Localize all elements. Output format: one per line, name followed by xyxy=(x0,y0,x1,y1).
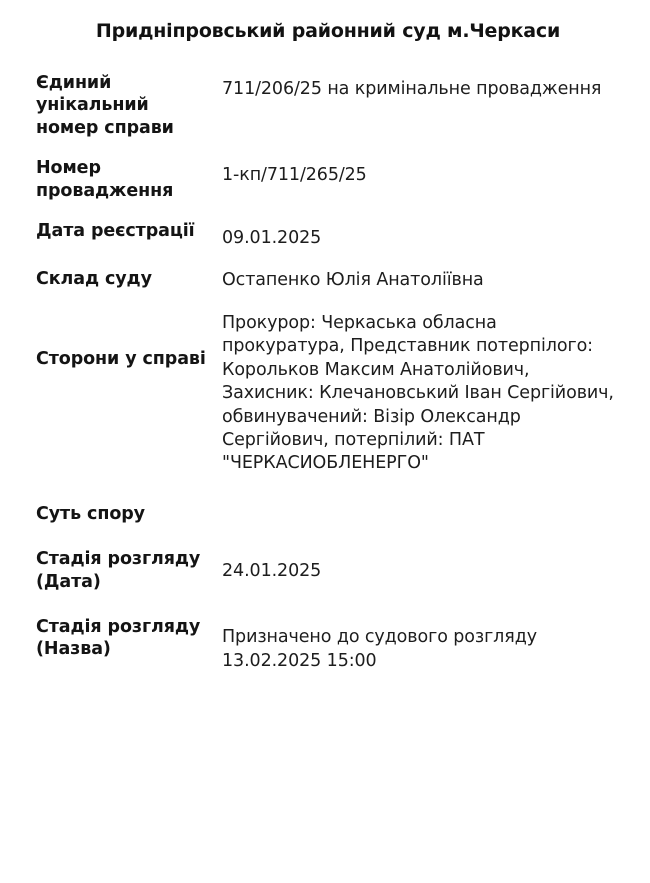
row-label-dispute-subject: Суть спору xyxy=(36,503,145,524)
table-row xyxy=(34,302,622,485)
case-details-table xyxy=(34,60,622,682)
table-row xyxy=(34,602,622,682)
table-row xyxy=(34,485,622,534)
row-value-proceeding-number: 1-кп/711/265/25 xyxy=(222,165,367,186)
table-row xyxy=(34,534,622,602)
row-value-parties: Прокурор: Черкаська обласна прокуратура, Представник потерпілого: Корольков Максим Анатолійович, Захисник: Клечановський Іван Сергійович, обвинувачений: Візір Олександр Сергійович, потерпілий: ПАТ "ЧЕРКАСИОБЛЕНЕРГО" xyxy=(222,312,614,474)
table-row xyxy=(34,211,622,259)
table-row xyxy=(34,60,622,148)
table-row xyxy=(34,148,622,211)
page-title: Придніпровський районний суд м.Черкаси xyxy=(95,20,561,42)
row-value-stage-name: Призначено до судового розгляду 13.02.2025 15:00 xyxy=(222,627,537,671)
row-value-stage-date: 24.01.2025 xyxy=(222,561,322,582)
table-row xyxy=(34,259,622,301)
row-value-court-composition: Остапенко Юлія Анатоліївна xyxy=(222,270,484,291)
row-label-stage-date: Стадія розгляду (Дата) xyxy=(36,549,201,592)
row-label-unique-number: Єдиний унікальний номер справи xyxy=(36,73,174,138)
row-label-stage-name: Стадія розгляду (Назва) xyxy=(36,617,201,660)
row-label-registration-date: Дата реєстрації xyxy=(36,220,195,241)
row-value-dispute-subject xyxy=(218,485,622,534)
row-label-court-composition: Склад суду xyxy=(36,269,152,290)
row-value-unique-number: 711/206/25 на кримінальне провадження xyxy=(222,79,602,99)
row-label-parties: Сторони у справі xyxy=(36,348,206,369)
row-label-proceeding-number: Номер провадження xyxy=(36,158,174,201)
row-value-registration-date: 09.01.2025 xyxy=(222,227,322,248)
